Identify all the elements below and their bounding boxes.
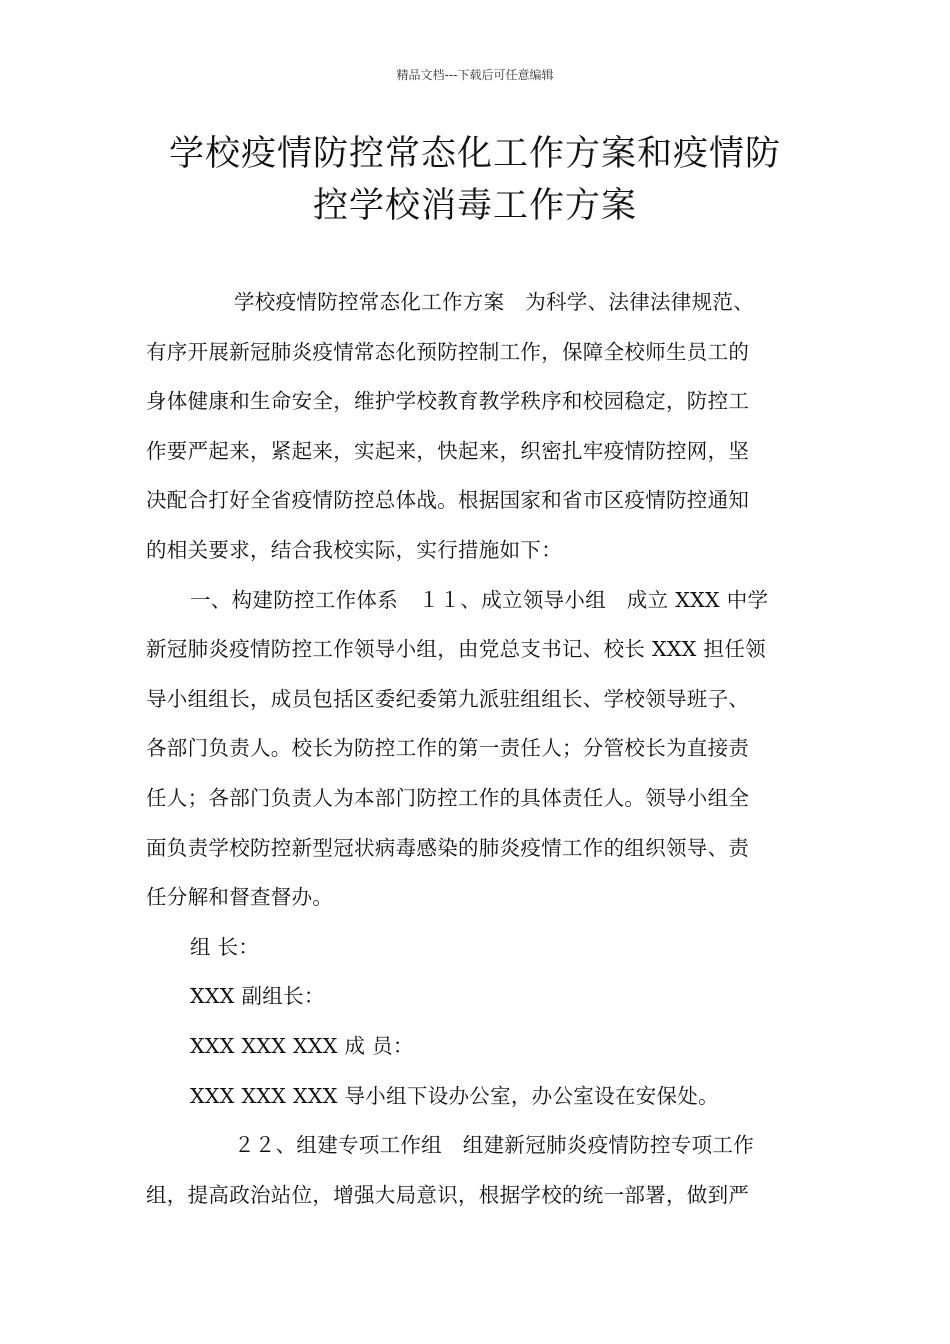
title-line-1: 学校疫情防控常态化工作方案和疫情防	[168, 134, 781, 174]
paragraph-line: XXX XXX XXX 成 员：	[190, 1033, 414, 1058]
paragraph-line: 任人；各部门负责人为本部门防控工作的具体责任人。领导小组全	[146, 785, 750, 810]
title-line-2: 控学校消毒工作方案	[312, 186, 637, 226]
paragraph-line: 新冠肺炎疫情防控工作领导小组，由党总支书记、校长 XXX 担任领	[146, 637, 766, 662]
paragraph-line: 有序开展新冠肺炎疫情常态化预防控制工作，保障全校师生员工的	[146, 339, 750, 364]
paragraph-line: 各部门负责人。校长为防控工作的第一责任人；分管校长为直接责	[146, 736, 750, 761]
paragraph-line: 的相关要求，结合我校实际，实行措施如下：	[146, 537, 562, 562]
paragraph-line: 身体健康和生命安全，维护学校教育教学秩序和校园稳定，防控工	[146, 389, 750, 414]
paragraph-line: 决配合打好全省疫情防控总体战。根据国家和省市区疫情防控通知	[146, 488, 750, 513]
page-header: 精品文档---下载后可任意编辑	[396, 68, 554, 82]
paragraph-line: 任分解和督查督办。	[146, 885, 334, 910]
paragraph-line: ２２、组建专项工作组 组建新冠肺炎疫情防控专项工作	[234, 1133, 754, 1158]
paragraph-line: XXX XXX XXX 导小组下设办公室，办公室设在安保处。	[190, 1083, 719, 1108]
paragraph-line: 导小组组长，成员包括区委纪委第九派驻组组长、学校领导班子、	[146, 686, 750, 711]
document-body	[146, 278, 808, 1220]
paragraph-line: 学校疫情防控常态化工作方案 为科学、法律法律规范、	[234, 290, 754, 314]
paragraph-line: XXX 副组长：	[190, 984, 325, 1009]
document-title	[130, 128, 820, 232]
paragraph-line: 面负责学校防控新型冠状病毒感染的肺炎疫情工作的组织领导、责	[146, 835, 750, 860]
paragraph-line: 组 长：	[190, 934, 260, 959]
paragraph-line: 一、构建防控工作体系 １１、成立领导小组 成立 XXX 中学	[190, 587, 769, 612]
paragraph-line: 作要严起来，紧起来，实起来，快起来，织密扎牢疫情防控网，坚	[146, 438, 750, 463]
paragraph-line: 组，提高政治站位，增强大局意识，根据学校的统一部署，做到严	[146, 1182, 750, 1207]
